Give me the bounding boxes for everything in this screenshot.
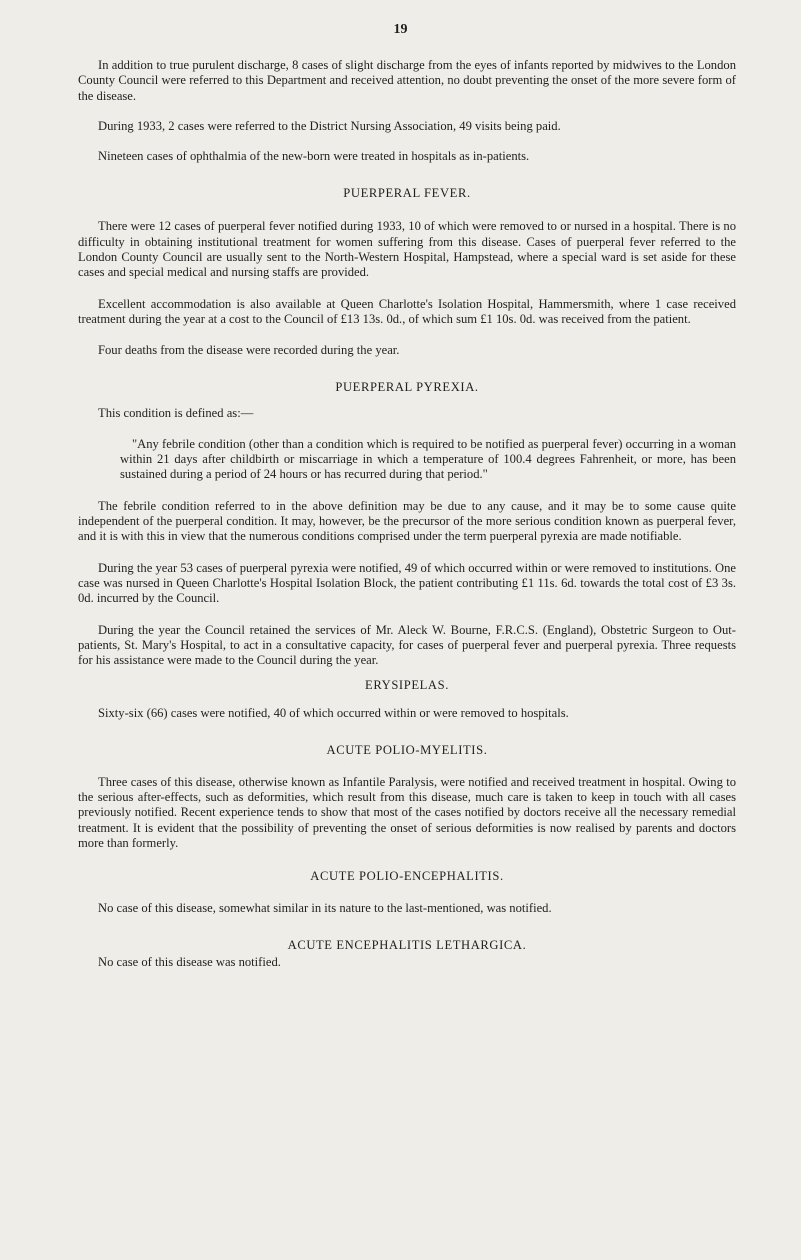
heading-erysipelas: ERYSIPELAS. bbox=[365, 678, 449, 693]
paragraph-puerperal-fever-cases: There were 12 cases of puerperal fever notified during 1933, 10 of which were removed to or nursed in a hospital. There is no difficulty in obtaining institutional treatment for women suffering from this disease. Cases of puerperal fever referred to the London County Council are usually sent to the North-Western Hospital, Hampstead, where a special ward is set aside for these cases and special medical and nursing staffs are provided. bbox=[78, 219, 736, 280]
paragraph-erysipelas-cases: Sixty-six (66) cases were notified, 40 of which occurred within or were removed to hospitals. bbox=[98, 706, 569, 721]
paragraph-definition-intro: This condition is defined as:— bbox=[98, 405, 254, 420]
heading-encephalitis-lethargica: ACUTE ENCEPHALITIS LETHARGICA. bbox=[287, 937, 527, 952]
paragraph-febrile-condition: The febrile condition referred to in the above definition may be due to any cause, and it may be to some cause quite independent of the puerperal condition. It may, however, be the precursor of the more serious condition known as puerperal fever, and it is with this in view that the numerous conditions comprised under the term puerperal pyrexia are made notifiable. bbox=[78, 498, 736, 544]
heading-acute-polio-encephalitis: ACUTE POLIO-ENCEPHALITIS. bbox=[310, 869, 504, 884]
paragraph-encephalitis-lethargica: No case of this disease was notified. bbox=[98, 954, 281, 969]
paragraph-infant-discharge: In addition to true purulent discharge, 8 cases of slight discharge from the eyes of infants reported by midwives to the London County Council were referred to this Department and received attention, no doubt preventing the onset of the more severe form of the disease. bbox=[78, 58, 736, 103]
paragraph-pyrexia-cases: During the year 53 cases of puerperal pyrexia were notified, 49 of which occurred within or were removed to institutions. One case was nursed in Queen Charlotte's Hospital Isolation Block, the patient contributing £1 11s. 6d. towards the total cost of £3 3s. 0d. incurred by the Council. bbox=[78, 560, 736, 606]
heading-puerperal-pyrexia: PUERPERAL PYREXIA. bbox=[335, 379, 479, 394]
heading-acute-polio-myelitis: ACUTE POLIO-MYELITIS. bbox=[326, 742, 488, 757]
paragraph-polio-myelitis: Three cases of this disease, otherwise known as Infantile Paralysis, were notified and received treatment in hospital. Owing to the serious after-effects, such as deformities, which result from this disease, much care is taken to keep in touch with all cases previously notified. Recent experience tends to show that most of the cases notified by doctors receive all the necessary remedial treatment. It is evident that the possibility of preventing the onset of serious deformities is now realised by parents and doctors more than formerly. bbox=[78, 774, 736, 850]
quote-definition: "Any febrile condition (other than a condition which is required to be notified as puerperal fever) occurring in a woman within 21 days after childbirth or miscarriage in which a temperature of 100.4 degrees Fahrenheit, or more, has been sustained during a period of 24 hours or has recurred during that period." bbox=[120, 436, 736, 482]
paragraph-queen-charlottes: Excellent accommodation is also available at Queen Charlotte's Isolation Hospital, Hammersmith, where 1 case received treatment during the year at a cost to the Council of £13 13s. 0d., of which sum £1 10s. 0d. was received from the patient. bbox=[78, 296, 736, 326]
paragraph-ophthalmia-cases: Nineteen cases of ophthalmia of the new-born were treated in hospitals as in-patients. bbox=[98, 149, 530, 164]
paragraph-polio-encephalitis: No case of this disease, somewhat similar in its nature to the last-mentioned, was notified. bbox=[98, 901, 552, 916]
page-number: 19 bbox=[393, 22, 408, 37]
heading-puerperal-fever: PUERPERAL FEVER. bbox=[343, 186, 471, 201]
page-content bbox=[78, 58, 736, 970]
paragraph-puerperal-deaths: Four deaths from the disease were recorded during the year. bbox=[98, 343, 400, 358]
paragraph-consultant-services: During the year the Council retained the services of Mr. Aleck W. Bourne, F.R.C.S. (England), Obstetric Surgeon to Out-patients, St. Mary's Hospital, to act in a consultative capacity, for cases of puerperal fever and puerperal pyrexia. Three requests for his assistance were made to the Council during the year. bbox=[78, 622, 736, 668]
paragraph-district-nursing: During 1933, 2 cases were referred to the District Nursing Association, 49 visits being paid. bbox=[98, 118, 561, 133]
